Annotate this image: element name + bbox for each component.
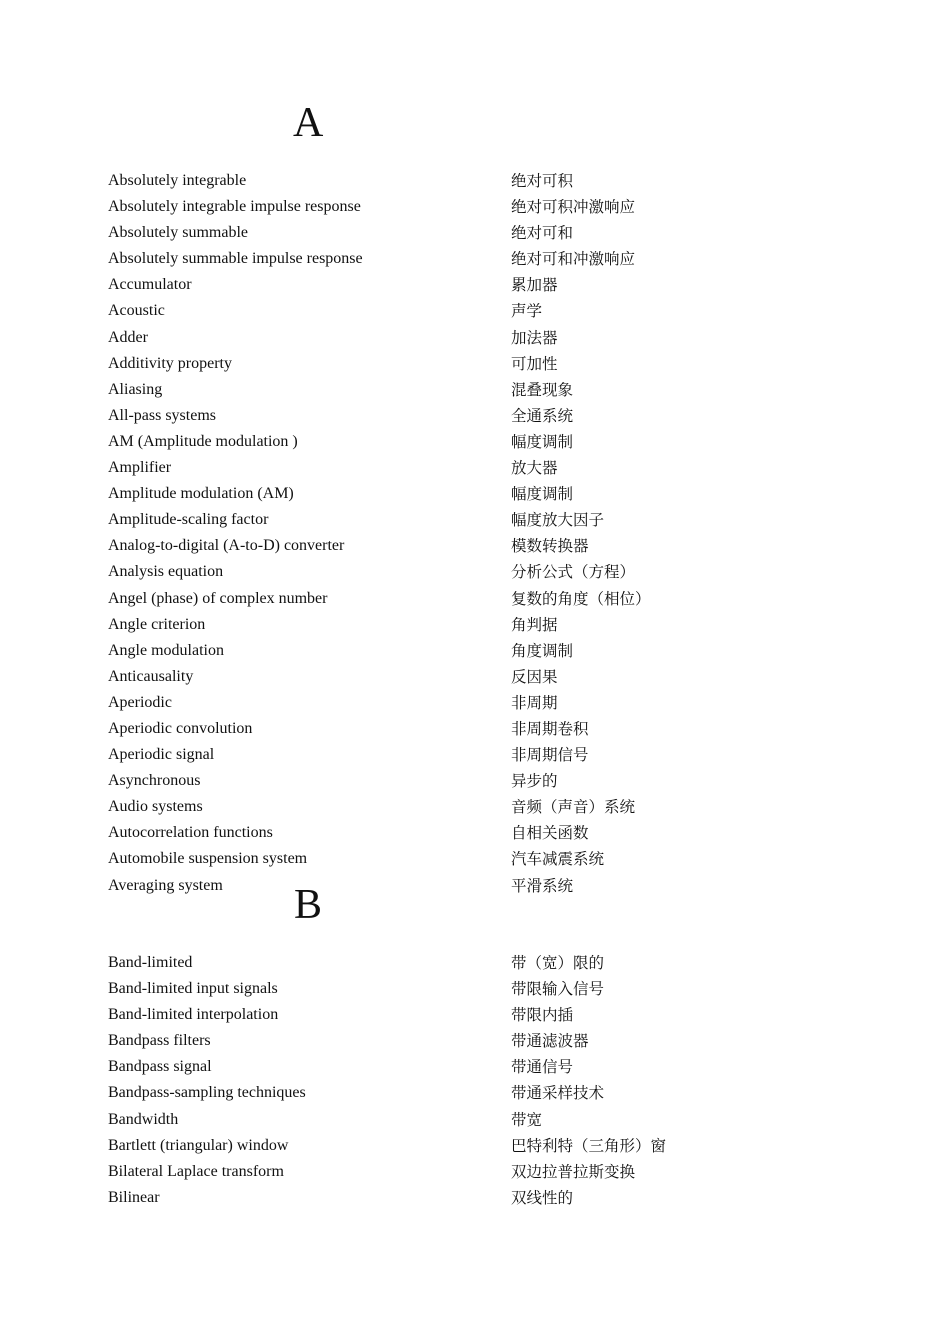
glossary-translation: 带（宽）限的	[511, 954, 605, 972]
glossary-term: Averaging system	[108, 876, 223, 894]
glossary-translation: 带通信号	[511, 1058, 574, 1077]
glossary-translation: 累加器	[511, 276, 558, 295]
glossary-translation: 带通采样技术	[511, 1084, 605, 1103]
glossary-entry	[0, 742, 950, 768]
glossary-entry	[0, 220, 950, 246]
glossary-entry	[0, 429, 950, 455]
glossary-translation: 自相关函数	[511, 824, 589, 843]
glossary-term: Anticausality	[108, 667, 194, 685]
glossary-term: Absolutely summable impulse response	[108, 250, 363, 268]
glossary-term: Bandwidth	[108, 1110, 179, 1128]
glossary-term: Aliasing	[108, 380, 163, 398]
glossary-term: Aperiodic	[108, 693, 172, 711]
glossary-translation: 复数的角度（相位）	[511, 589, 651, 608]
glossary-translation: 非周期卷积	[511, 719, 589, 738]
glossary-entry	[0, 559, 950, 585]
glossary-term: Asynchronous	[108, 772, 201, 790]
glossary-translation: 绝对可和	[511, 224, 574, 243]
glossary-translation: 巴特利特（三角形）窗	[511, 1136, 667, 1155]
glossary-term: Bandpass-sampling techniques	[108, 1084, 306, 1102]
section-heading-b: B	[294, 882, 323, 928]
glossary-entry	[0, 820, 950, 846]
glossary-translation: 加法器	[511, 328, 558, 347]
glossary-term: Bilinear	[108, 1188, 160, 1206]
glossary-term: Analog-to-digital (A-to-D) converter	[108, 537, 345, 555]
glossary-translation: 绝对可和冲激响应	[511, 250, 636, 269]
glossary-entry	[0, 950, 950, 976]
glossary-term: Band-limited input signals	[108, 980, 278, 998]
glossary-term: All-pass systems	[108, 406, 216, 424]
glossary-entry	[0, 455, 950, 481]
glossary-term: Bandpass filters	[108, 1032, 211, 1050]
glossary-translation: 角度调制	[511, 641, 574, 660]
glossary-term: Autocorrelation functions	[108, 824, 273, 842]
glossary-term: Bartlett (triangular) window	[108, 1136, 289, 1154]
glossary-term: Angel (phase) of complex number	[108, 589, 328, 607]
glossary-term: Amplitude-scaling factor	[108, 511, 269, 529]
glossary-translation: 反因果	[511, 667, 558, 686]
glossary-entry	[0, 612, 950, 638]
glossary-entry	[0, 377, 950, 403]
glossary-term: Aperiodic signal	[108, 746, 215, 764]
glossary-translation: 全通系统	[511, 406, 574, 425]
glossary-translation: 绝对可积	[511, 172, 574, 190]
glossary-term: Additivity property	[108, 354, 232, 372]
glossary-entry	[0, 1002, 950, 1028]
glossary-translation: 双线性的	[511, 1188, 574, 1207]
glossary-translation: 可加性	[511, 354, 558, 373]
glossary-translation: 异步的	[511, 772, 558, 791]
glossary-entry	[0, 403, 950, 429]
glossary-entry	[0, 1133, 950, 1159]
glossary-entry	[0, 351, 950, 377]
glossary-entry	[0, 690, 950, 716]
section-heading-a: A	[293, 100, 324, 146]
glossary-translation: 放大器	[511, 459, 558, 478]
glossary-term: Amplifier	[108, 459, 172, 477]
glossary-entry	[0, 1185, 950, 1211]
glossary-entry	[0, 194, 950, 220]
glossary-translation: 绝对可积冲激响应	[511, 198, 636, 217]
glossary-entry	[0, 507, 950, 533]
glossary-term: Adder	[108, 328, 148, 346]
glossary-translation: 分析公式（方程）	[511, 563, 636, 582]
glossary-term: Audio systems	[108, 798, 203, 816]
glossary-translation: 非周期	[511, 693, 558, 712]
glossary-term: Angle criterion	[108, 615, 206, 633]
glossary-term: Acoustic	[108, 302, 165, 320]
glossary-entry	[0, 246, 950, 272]
glossary-entry	[0, 1159, 950, 1185]
glossary-section-b	[0, 950, 950, 1211]
glossary-translation: 声学	[511, 302, 543, 321]
glossary-term: Aperiodic convolution	[108, 719, 253, 737]
glossary-translation: 角判据	[511, 615, 558, 634]
glossary-translation: 幅度调制	[511, 485, 574, 504]
glossary-entry	[0, 873, 950, 899]
glossary-entry	[0, 325, 950, 351]
glossary-translation: 带限输入信号	[511, 980, 605, 999]
glossary-term: Band-limited	[108, 954, 193, 971]
glossary-term: Analysis equation	[108, 563, 224, 581]
glossary-translation: 带宽	[511, 1110, 543, 1129]
glossary-term: Angle modulation	[108, 641, 224, 659]
glossary-term: Accumulator	[108, 276, 192, 294]
glossary-translation: 带限内插	[511, 1006, 574, 1025]
glossary-term: Absolutely integrable	[108, 172, 247, 189]
glossary-translation: 非周期信号	[511, 746, 589, 765]
glossary-entry	[0, 716, 950, 742]
glossary-term: Bandpass signal	[108, 1058, 212, 1076]
glossary-entry	[0, 168, 950, 194]
glossary-term: Amplitude modulation (AM)	[108, 485, 294, 503]
glossary-translation: 混叠现象	[511, 380, 574, 399]
glossary-entry	[0, 976, 950, 1002]
glossary-translation: 双边拉普拉斯变换	[511, 1162, 636, 1181]
glossary-translation: 平滑系统	[511, 876, 574, 895]
glossary-term: AM (Amplitude modulation )	[108, 432, 298, 450]
glossary-translation: 汽车减震系统	[511, 850, 605, 869]
glossary-translation: 带通滤波器	[511, 1032, 589, 1051]
glossary-term: Automobile suspension system	[108, 850, 308, 868]
glossary-entry	[0, 298, 950, 324]
glossary-entry	[0, 768, 950, 794]
glossary-entry	[0, 1107, 950, 1133]
glossary-translation: 幅度放大因子	[511, 511, 605, 530]
glossary-term: Absolutely integrable impulse response	[108, 198, 361, 216]
glossary-term: Absolutely summable	[108, 224, 248, 242]
glossary-entry	[0, 1028, 950, 1054]
glossary-translation: 音频（声音）系统	[511, 798, 636, 817]
glossary-entry	[0, 272, 950, 298]
glossary-entry	[0, 794, 950, 820]
glossary-entry	[0, 586, 950, 612]
glossary-term: Bilateral Laplace transform	[108, 1162, 284, 1180]
glossary-entry	[0, 664, 950, 690]
glossary-entry	[0, 1054, 950, 1080]
glossary-entry	[0, 481, 950, 507]
glossary-translation: 模数转换器	[511, 537, 589, 556]
glossary-entry	[0, 533, 950, 559]
glossary-entry	[0, 638, 950, 664]
glossary-translation: 幅度调制	[511, 432, 574, 451]
glossary-term: Band-limited interpolation	[108, 1006, 279, 1024]
glossary-section-a	[0, 168, 950, 899]
glossary-entry	[0, 846, 950, 872]
glossary-entry	[0, 1080, 950, 1106]
